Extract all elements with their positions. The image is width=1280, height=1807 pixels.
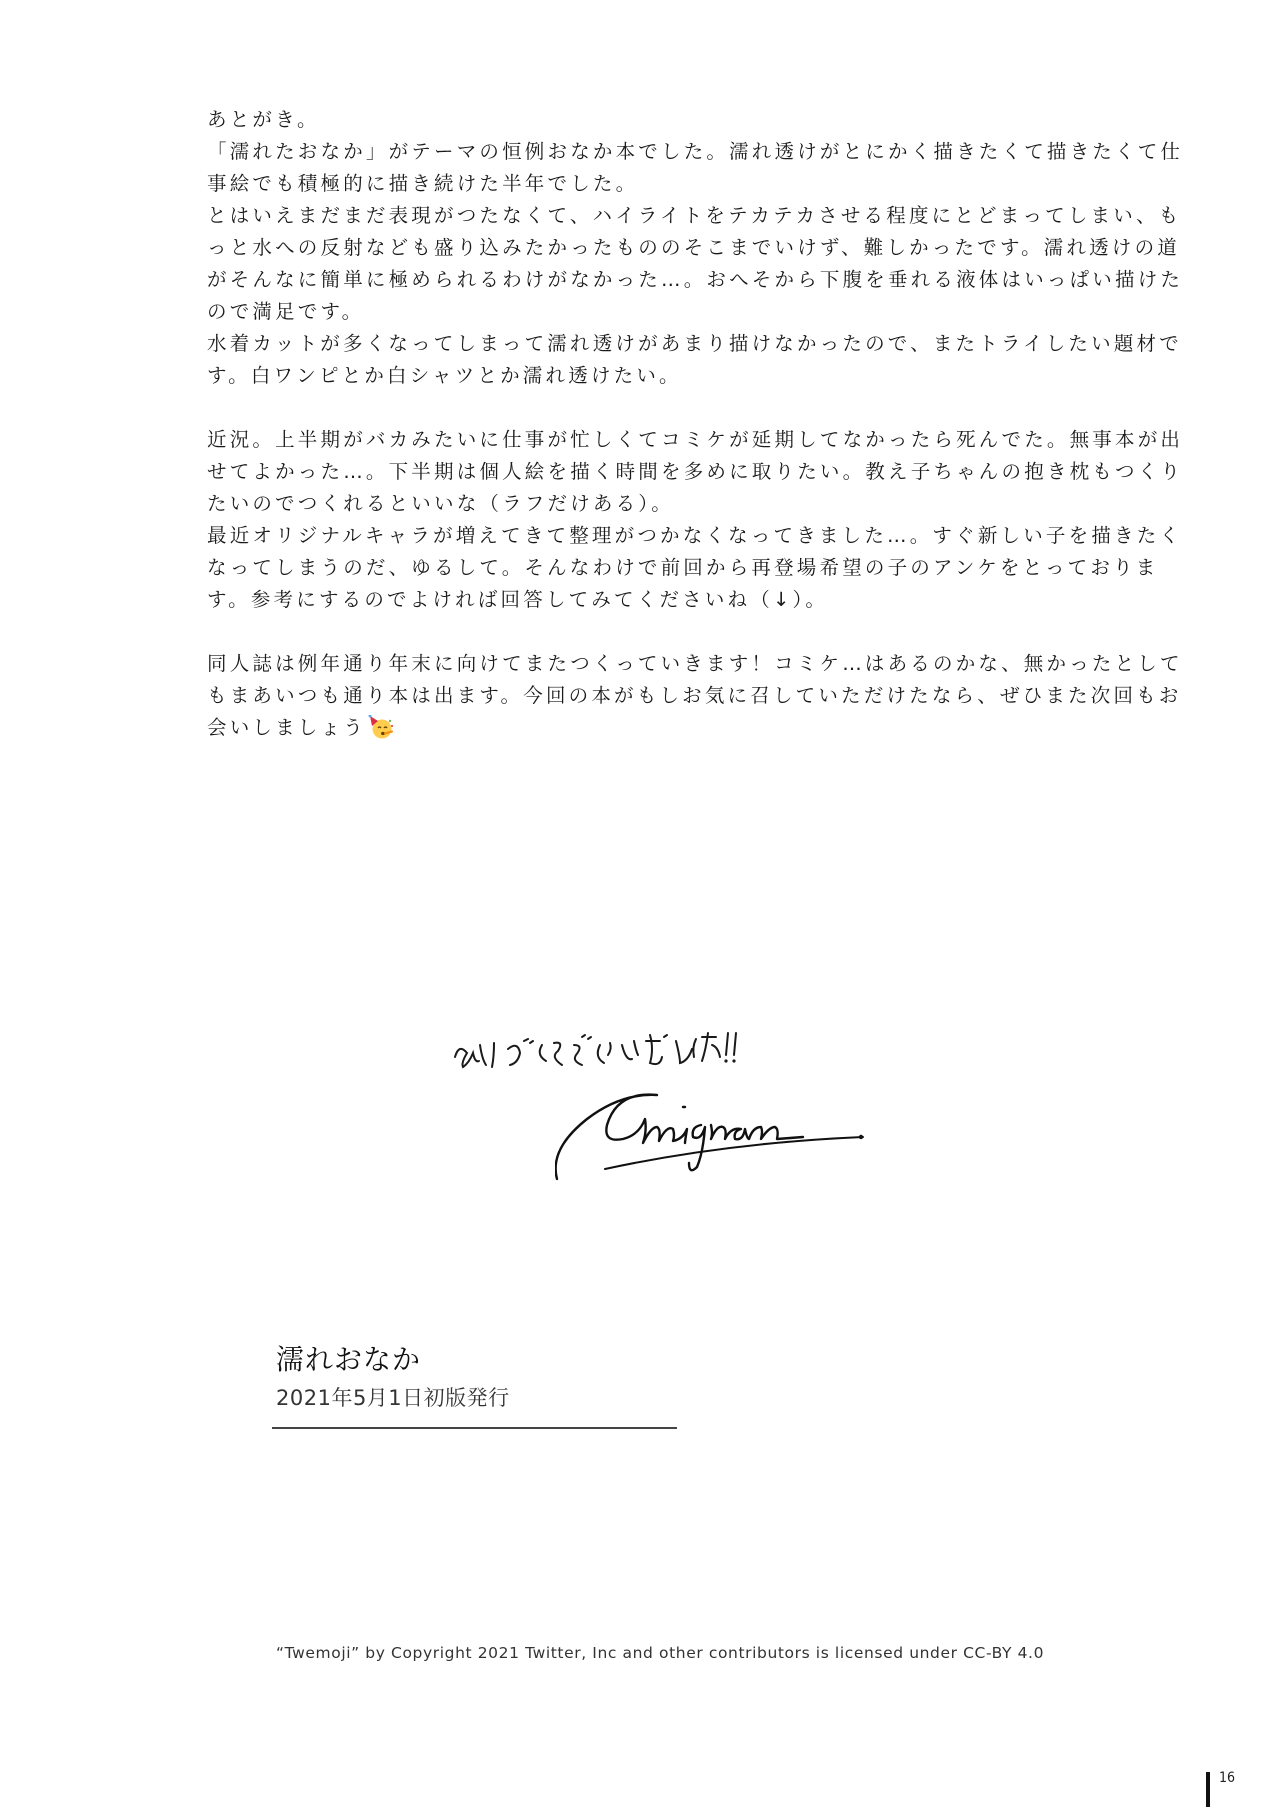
- page-number: 16: [1219, 1770, 1236, 1786]
- paragraph-gap: [207, 392, 1192, 424]
- afterword-line: 水着カットが多くなってしまって濡れ透けがあまり描けなかったので、またトライしたい題材です。白ワンピとか白シャツとか濡れ透けたい。: [207, 332, 1182, 387]
- paragraph-gap: [207, 616, 1192, 648]
- afterword-line: 近況。上半期がバカみたいに仕事が忙しくてコミケが延期してなかったら死んでた。無事本が出せてよかった…。下半期は個人絵を描く時間を多めに取りたい。教え子ちゃんの抱き枕もつくりたいのでつくれるといいな（ラフだけある）。: [207, 428, 1184, 515]
- afterword-line: とはいえまだまだ表現がつたなくて、ハイライトをテカテカさせる程度にとどまってしまい、もっと水への反射なども盛り込みたかったもののそこまでいけず、難しかったです。濡れ透けの道がそんなに簡単に極められるわけがなかった…。おへそから下腹を垂れる液体はいっぱい描けたので満足です。: [207, 204, 1184, 323]
- afterword-text: [207, 104, 1192, 744]
- colophon-divider: [272, 1427, 677, 1429]
- afterword-line: 最近オリジナルキャラが増えてきて整理がつかなくなってきました…。すぐ新しい子を描きたくなってしまうのだ、ゆるして。そんなわけで前回から再登場希望の子のアンケをとっております。参考にするのでよければ回答してみてくださいね（↓）。: [207, 524, 1183, 611]
- signature: [555, 1085, 915, 1185]
- colophon-title: 濡れおなか: [276, 1343, 422, 1376]
- party-face-icon: [368, 715, 394, 739]
- afterword-closing: [207, 648, 1192, 744]
- afterword-line: 「濡れたおなか」がテーマの恒例おなか本でした。濡れ透けがとにかく描きたくて描きたくて仕事絵でも積極的に描き続けた半年でした。: [207, 140, 1184, 195]
- afterword-closing-text: 同人誌は例年通り年末に向けてまたつくっていきます！コミケ…はあるのかな、無かったとしてもまあいつも通り本は出ます。今回の本がもしお気に召していただけたなら、ぜひまた次回もお会いしましょう: [207, 652, 1183, 739]
- thanks-handwriting: [450, 1015, 750, 1085]
- page-marker-bar: [1206, 1772, 1210, 1807]
- afterword-heading: あとがき。: [207, 108, 320, 131]
- colophon-date: 2021年5月1日初版発行: [276, 1386, 510, 1410]
- license-credit: “Twemoji” by Copyright 2021 Twitter, Inc and other contributors is licensed under CC-BY 4.0: [276, 1644, 1045, 1662]
